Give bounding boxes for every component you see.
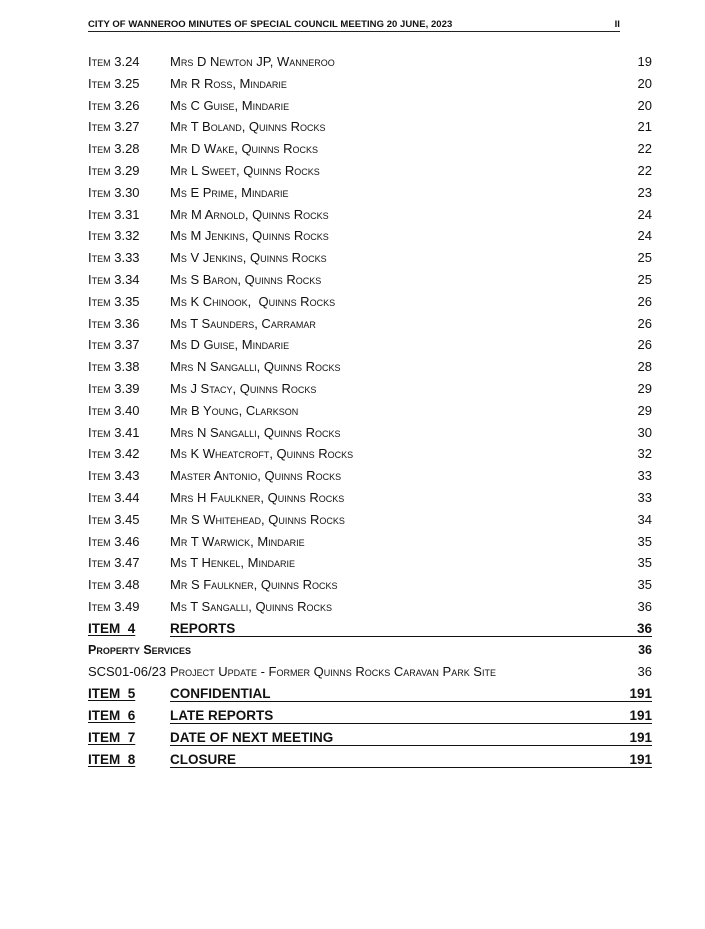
toc-entry[interactable] <box>88 119 652 141</box>
toc-entry-title: DATE OF NEXT MEETING <box>170 729 334 745</box>
toc-entry[interactable] <box>88 294 652 316</box>
toc-entry-number: Item 3.32 <box>88 228 140 244</box>
toc-entry-page: 22 <box>637 141 652 157</box>
toc-entry-page: 26 <box>637 315 652 331</box>
toc-entry-page: 29 <box>637 402 652 418</box>
toc-entry-item-6[interactable] <box>88 708 652 730</box>
toc-entry-item-5[interactable] <box>88 686 652 708</box>
toc-entry[interactable] <box>88 425 652 447</box>
toc-entry-title: Mr T Warwick, Mindarie <box>170 533 305 549</box>
toc-entry-page: 30 <box>637 424 652 440</box>
toc-entry-number: Item 3.49 <box>88 598 140 614</box>
toc-entry-page: 33 <box>637 489 652 505</box>
toc-entry-page: 26 <box>637 337 652 353</box>
toc-entry-item-8[interactable] <box>88 752 652 774</box>
toc-entry-title: Master Antonio, Quinns Rocks <box>170 468 342 484</box>
toc-entry-title: Mrs D Newton JP, Wanneroo <box>170 54 335 69</box>
toc-entry-number: Item 3.29 <box>88 162 140 178</box>
toc-entry[interactable] <box>88 512 652 534</box>
toc-entry-title: Ms T Saunders, Carramar <box>170 315 316 331</box>
toc-entry[interactable] <box>88 468 652 490</box>
toc-entry-number: Item 3.48 <box>88 577 140 593</box>
toc-entry-title: Mrs H Faulkner, Quinns Rocks <box>170 489 345 505</box>
toc-entry-page: 35 <box>637 555 652 571</box>
toc-entry-number: Item 3.39 <box>88 380 140 396</box>
toc-entry-page: 36 <box>637 664 652 680</box>
toc-entry-number: Item 3.26 <box>88 97 140 113</box>
table-of-contents <box>88 54 652 773</box>
toc-entry-title: Mr L Sweet, Quinns Rocks <box>170 162 320 178</box>
toc-entry-page: 35 <box>637 533 652 549</box>
toc-entry-number: Item 3.30 <box>88 184 140 200</box>
toc-entry-title: Mr S Whitehead, Quinns Rocks <box>170 511 345 527</box>
toc-entry-page: 26 <box>637 293 652 309</box>
toc-entry-number: Item 3.38 <box>88 359 140 375</box>
toc-entry-number: ITEM 5 <box>88 686 136 702</box>
toc-entry-number: Item 3.24 <box>88 54 140 69</box>
toc-entry-item-4[interactable] <box>88 621 652 643</box>
toc-entry-report[interactable] <box>88 664 652 686</box>
toc-entry-title: Ms K Wheatcroft, Quinns Rocks <box>170 446 354 462</box>
toc-entry[interactable] <box>88 141 652 163</box>
toc-entry-title: Mr S Faulkner, Quinns Rocks <box>170 577 338 593</box>
toc-entry-number: Item 3.42 <box>88 446 140 462</box>
toc-entry-title: CONFIDENTIAL <box>170 686 271 702</box>
toc-entry-number: Item 3.33 <box>88 250 140 266</box>
toc-entry-number: Item 3.35 <box>88 293 140 309</box>
toc-entry-number: Item 3.28 <box>88 141 140 157</box>
toc-entry[interactable] <box>88 185 652 207</box>
toc-entry-page: 191 <box>629 751 652 767</box>
toc-entry[interactable] <box>88 534 652 556</box>
toc-entry-title: Mr D Wake, Quinns Rocks <box>170 141 319 157</box>
toc-entry-page: 23 <box>637 184 652 200</box>
toc-entry[interactable] <box>88 272 652 294</box>
toc-entry-title: Ms E Prime, Mindarie <box>170 184 289 200</box>
toc-entry-page: 21 <box>637 119 652 135</box>
toc-entry-number: Item 3.45 <box>88 511 140 527</box>
toc-entry-number: ITEM 4 <box>88 620 136 636</box>
toc-entry-title: Ms V Jenkins, Quinns Rocks <box>170 250 327 266</box>
toc-entry-title: Mr T Boland, Quinns Rocks <box>170 119 326 135</box>
page-header <box>88 19 620 32</box>
toc-entry-number: Item 3.34 <box>88 271 140 287</box>
toc-entry-number: Item 3.25 <box>88 75 140 91</box>
toc-entry-title: Mr R Ross, Mindarie <box>170 75 287 91</box>
toc-entry[interactable] <box>88 54 652 76</box>
toc-entry[interactable] <box>88 490 652 512</box>
toc-entry-number: Item 3.47 <box>88 555 140 571</box>
toc-entry[interactable] <box>88 250 652 272</box>
toc-entry-title: Ms C Guise, Mindarie <box>170 97 290 113</box>
toc-entry-page: 33 <box>637 468 652 484</box>
toc-entry-page: 19 <box>637 54 652 69</box>
toc-entry-number: Item 3.44 <box>88 489 140 505</box>
toc-entry-number: Item 3.41 <box>88 424 140 440</box>
toc-entry-title: Mr M Arnold, Quinns Rocks <box>170 206 329 222</box>
toc-entry[interactable] <box>88 359 652 381</box>
toc-entry-title: Mrs N Sangalli, Quinns Rocks <box>170 424 341 440</box>
toc-entry-page: 20 <box>637 97 652 113</box>
toc-entry[interactable] <box>88 403 652 425</box>
toc-entry-number: Item 3.31 <box>88 206 140 222</box>
toc-entry-page: 25 <box>637 250 652 266</box>
toc-entry[interactable] <box>88 228 652 250</box>
toc-entry-page: 29 <box>637 380 652 396</box>
toc-entry-title: Ms K Chinook, Quinns Rocks <box>170 293 336 309</box>
toc-entry-page: 191 <box>629 707 652 723</box>
toc-entry[interactable] <box>88 555 652 577</box>
toc-entry-page: 24 <box>637 228 652 244</box>
header-title: CITY OF WANNEROO MINUTES OF SPECIAL COUNCIL MEETING 20 JUNE, 2023 <box>88 19 453 30</box>
toc-entry-number: ITEM 8 <box>88 751 136 767</box>
toc-section-property-services[interactable] <box>88 643 652 665</box>
toc-entry[interactable] <box>88 577 652 599</box>
toc-entry-page: 28 <box>637 359 652 375</box>
toc-entry[interactable] <box>88 207 652 229</box>
toc-entry-title: Ms S Baron, Quinns Rocks <box>170 271 322 287</box>
toc-entry-number: Item 3.40 <box>88 402 140 418</box>
toc-entry[interactable] <box>88 76 652 98</box>
toc-entry-title: Ms M Jenkins, Quinns Rocks <box>170 228 329 244</box>
toc-entry-number: Item 3.27 <box>88 119 140 135</box>
toc-entry-title: LATE REPORTS <box>170 707 274 723</box>
toc-entry-page: 25 <box>637 271 652 287</box>
toc-entry[interactable] <box>88 381 652 403</box>
toc-entry-title: Ms J Stacy, Quinns Rocks <box>170 380 317 396</box>
toc-entry-title: Ms T Sangalli, Quinns Rocks <box>170 598 333 614</box>
toc-entry-title: CLOSURE <box>170 751 237 767</box>
toc-entry-page: 36 <box>637 598 652 614</box>
toc-section-title: Property Services <box>88 642 192 657</box>
toc-entry-number: Item 3.46 <box>88 533 140 549</box>
toc-entry[interactable] <box>88 446 652 468</box>
toc-entry-number: SCS01-06/23 <box>88 664 167 680</box>
toc-entry-page: 32 <box>637 446 652 462</box>
toc-entry[interactable] <box>88 316 652 338</box>
toc-entry-page: 22 <box>637 162 652 178</box>
toc-entry-page: 35 <box>637 577 652 593</box>
toc-entry-title: Ms T Henkel, Mindarie <box>170 555 295 571</box>
toc-entry-page: 191 <box>629 686 652 702</box>
toc-entry-number: Item 3.43 <box>88 468 140 484</box>
toc-entry-item-7[interactable] <box>88 730 652 752</box>
header-page-number: II <box>614 19 620 30</box>
toc-entry[interactable] <box>88 599 652 621</box>
toc-entry-number: ITEM 7 <box>88 729 136 745</box>
toc-section-page: 36 <box>638 642 652 657</box>
toc-entry-page: 24 <box>637 206 652 222</box>
toc-entry[interactable] <box>88 337 652 359</box>
toc-entry-title: Ms D Guise, Mindarie <box>170 337 290 353</box>
toc-entry-title: Mrs N Sangalli, Quinns Rocks <box>170 359 341 375</box>
toc-entry-page: 36 <box>636 620 652 636</box>
toc-entry-page: 34 <box>637 511 652 527</box>
toc-entry-title: REPORTS <box>170 620 236 636</box>
toc-entry-title: Project Update - Former Quinns Rocks Caravan Park Site <box>170 664 496 680</box>
toc-entry-number: Item 3.36 <box>88 315 140 331</box>
toc-entry-number: ITEM 6 <box>88 707 136 723</box>
toc-entry-title: Mr B Young, Clarkson <box>170 402 299 418</box>
toc-entry-page: 20 <box>637 75 652 91</box>
toc-entry[interactable] <box>88 163 652 185</box>
toc-entry[interactable] <box>88 98 652 120</box>
toc-entry-page: 191 <box>629 729 652 745</box>
toc-entry-number: Item 3.37 <box>88 337 140 353</box>
